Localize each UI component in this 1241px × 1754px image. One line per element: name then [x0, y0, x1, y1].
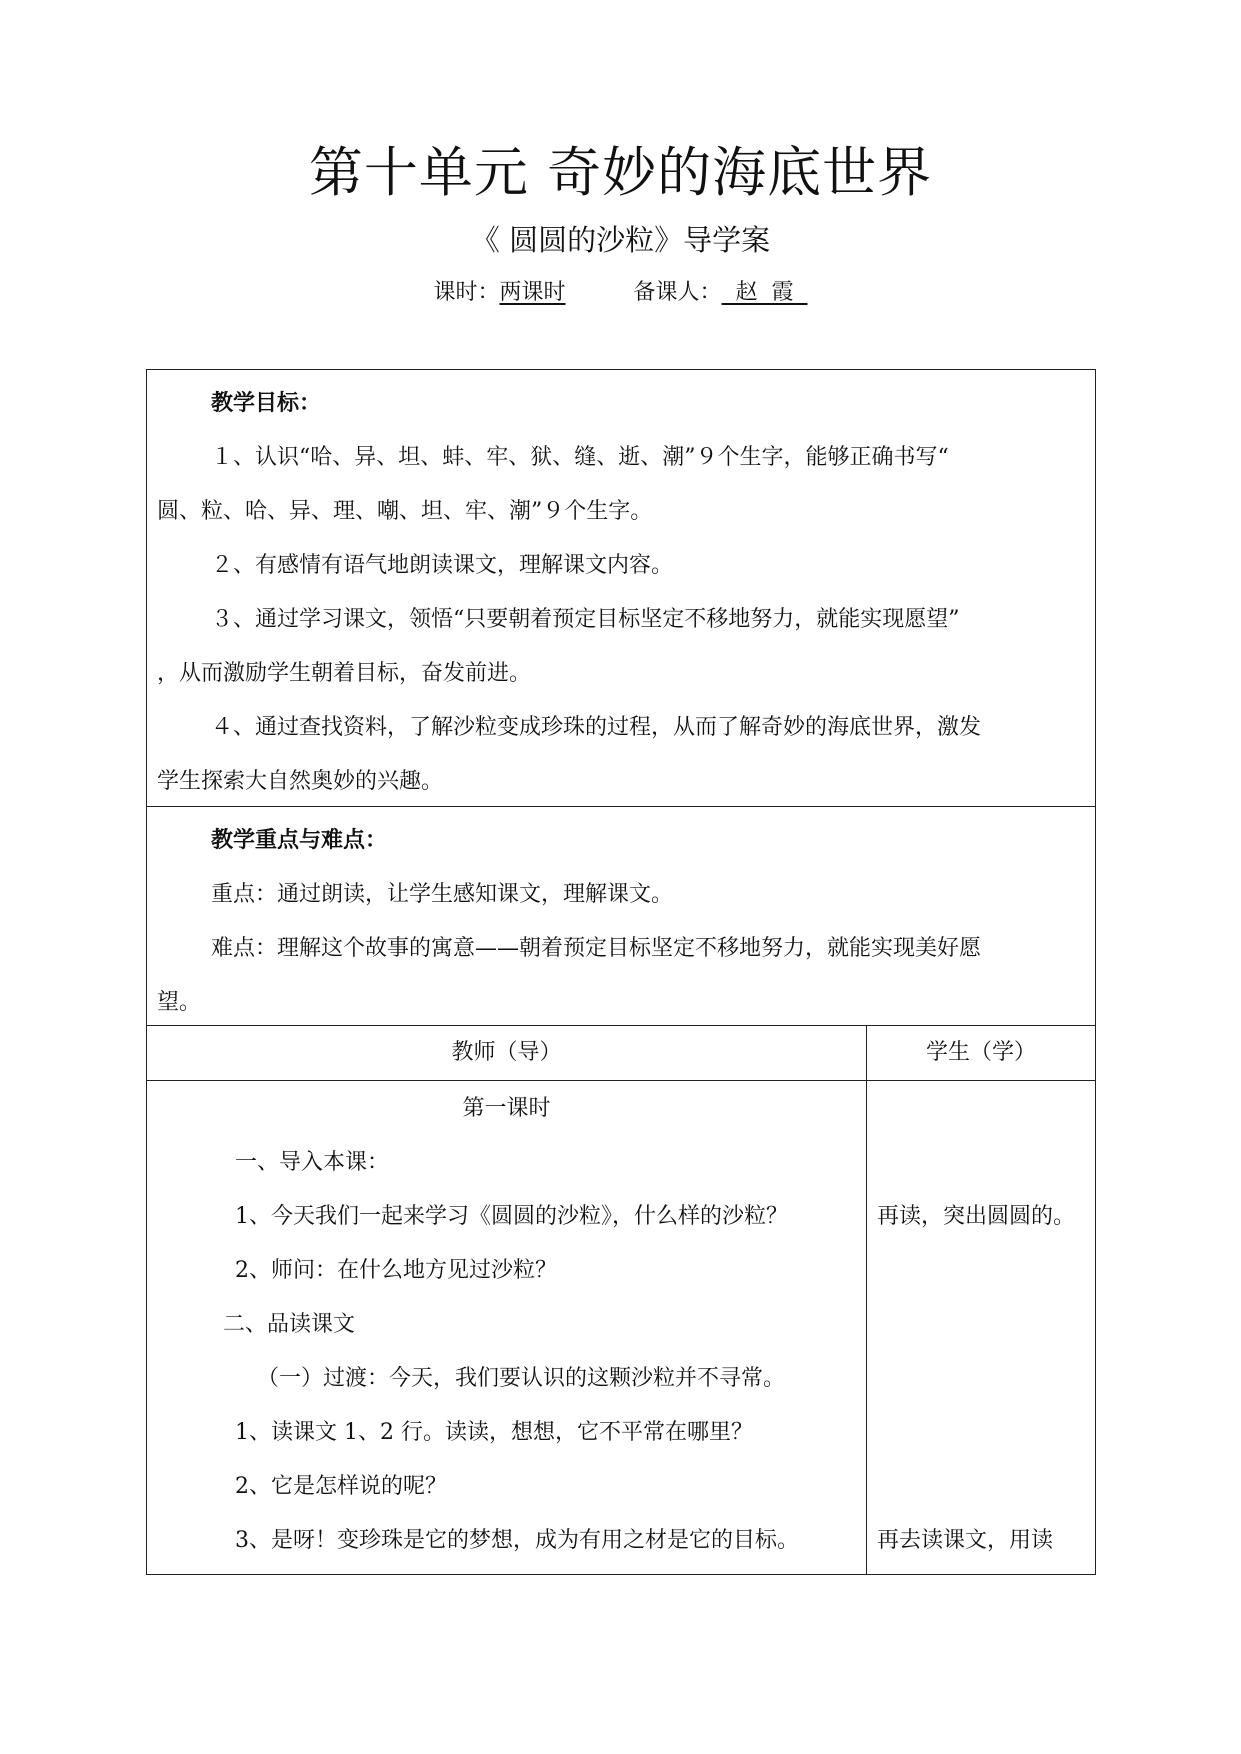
objectives-heading: 教学目标： — [211, 391, 322, 416]
lesson-period-heading: 第一课时 — [462, 1096, 551, 1121]
objective-line: ３、通过学习课文，领悟“只要朝着预定目标坚定不移地努力，就能实现愿望” — [211, 607, 960, 632]
student-note: 再读，突出圆圆的。 — [877, 1204, 1076, 1229]
student-note: 再去读课文，用读 — [877, 1528, 1054, 1553]
objective-line: 学生探索大自然奥妙的兴趣。 — [157, 769, 444, 794]
objective-line: ，从而激励学生朝着目标，奋发前进。 — [157, 661, 532, 686]
teacher-step: 2、师问：在什么地方见过沙粒？ — [235, 1258, 557, 1283]
preparer-value: 赵 霞 — [735, 280, 794, 305]
teacher-step: 1、读课文 1、2 行。读读，想想，它不平常在哪里？ — [235, 1420, 753, 1445]
lesson-meta — [0, 278, 1241, 308]
key-point-line: 重点：通过朗读，让学生感知课文，理解课文。 — [211, 882, 674, 907]
student-column-header: 学生（学） — [925, 1040, 1036, 1065]
objective-line: 圆、粒、哈、异、理、嘲、坦、牢、潮”９个生字。 — [157, 499, 653, 524]
objective-line: ４、通过查找资料，了解沙粒变成珍珠的过程，从而了解奇妙的海底世界，激发 — [211, 715, 982, 740]
period-label: 课时： — [433, 280, 500, 305]
column-header-divider — [147, 1080, 1095, 1081]
preparer-label: 备课人： — [633, 280, 722, 305]
teacher-step: 3、是呀！变珍珠是它的梦想，成为有用之材是它的目标。 — [235, 1528, 799, 1553]
lesson-plan-table — [146, 369, 1096, 1575]
key-point-line: 难点：理解这个故事的寓意——朝着预定目标坚定不移地努力，就能实现美好愿 — [211, 936, 982, 961]
section-divider — [147, 1025, 1095, 1026]
objective-line: １、认识“哈、异、坦、蚌、牢、狱、缝、逝、潮”９个生字，能够正确书写“ — [211, 445, 949, 470]
teacher-column-header: 教师（导） — [451, 1040, 562, 1065]
teacher-step: 二、品读课文 — [223, 1312, 356, 1337]
page-subtitle: 《 圆圆的沙粒》导学案 — [470, 223, 771, 257]
column-divider — [866, 1025, 867, 1574]
teacher-step: 1、今天我们一起来学习《圆圆的沙粒》，什么样的沙粒？ — [235, 1204, 788, 1229]
teacher-step: 一、导入本课： — [235, 1150, 390, 1175]
teacher-step: （一）过渡：今天，我们要认识的这颗沙粒并不寻常。 — [257, 1366, 786, 1391]
key-points-heading: 教学重点与难点： — [211, 828, 388, 853]
teacher-step: 2、它是怎样说的呢？ — [235, 1474, 447, 1499]
key-point-line: 望。 — [157, 990, 202, 1015]
period-value: 两课时 — [499, 280, 566, 305]
objective-line: ２、有感情有语气地朗读课文，理解课文内容。 — [211, 553, 674, 578]
page-title: 第十单元 奇妙的海底世界 — [308, 141, 933, 204]
section-divider — [147, 806, 1095, 807]
